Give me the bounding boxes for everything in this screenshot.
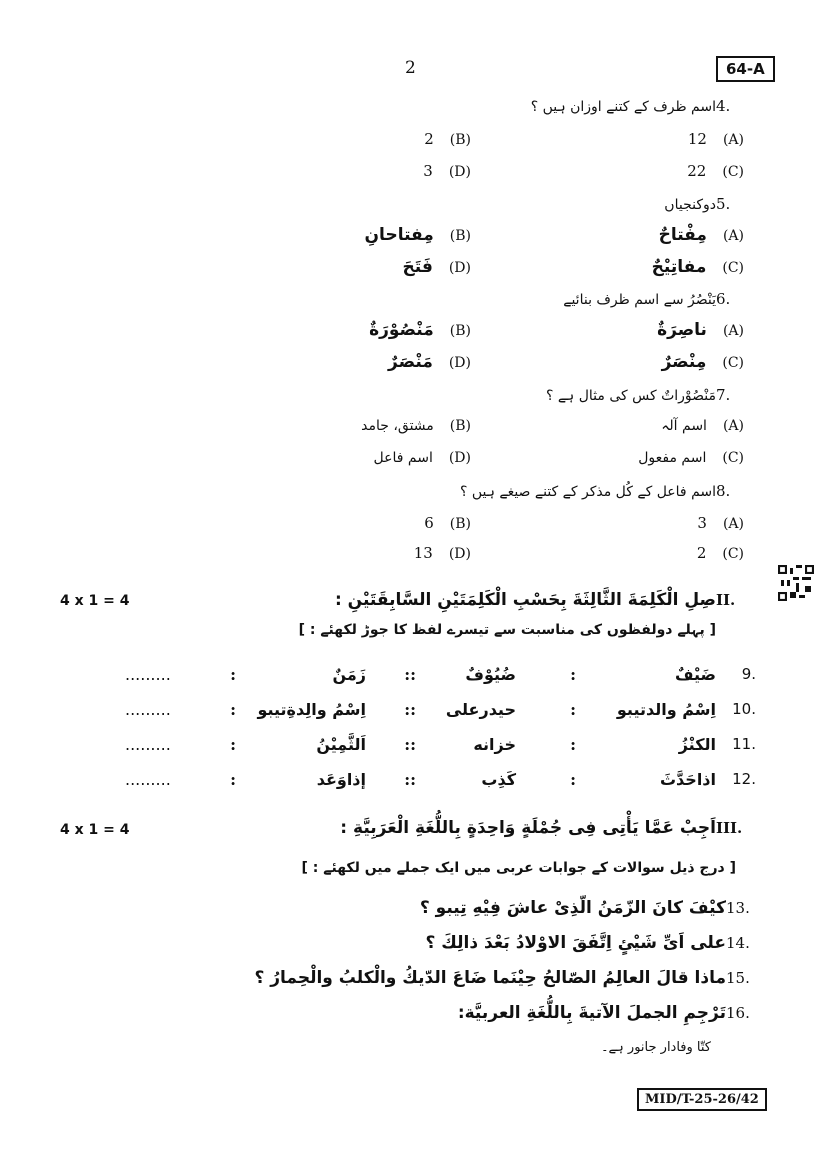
question-number: 4. (716, 97, 731, 115)
matching-row: 9. ضَيْفٌ : ضُيُوْفٌ :: زَمَنٌ : ......... (125, 665, 756, 684)
section-number: II. (716, 591, 736, 609)
option-b: مِفتاحانِ (B) (364, 225, 471, 245)
question-4 (531, 97, 756, 115)
option-c: مِنْصَرٌ (C) (661, 352, 744, 372)
option-d: فَتَحَ (D) (402, 257, 471, 277)
question-14: 14. على اَىِّ شَيْئٍ اِتَّفَقَ الاوْلادُ بَعْدَ ذالِكَ ؟ (425, 933, 750, 953)
section-ii-instruction: [ پہلے دولفظوں کی مناسبت سے تیسرے لفظ کا جوڑ لکھئے : ] (298, 622, 716, 638)
option-b: 6 (B) (424, 514, 471, 532)
question-number: 8. (716, 482, 731, 500)
section-number: III. (716, 819, 743, 837)
section-heading: اَجِبْ عَمَّا يَأْتِى فِى جُمْلَةٍ وَاحِدَةٍ بِاللُّغَةِ الْعَرَبِيَّةِ : (340, 818, 716, 838)
option-c: اسم مفعول (C) (638, 450, 744, 466)
section-heading: صِلِ الْكَلِمَةَ الثَّالِثَةَ بِحَسْبِ الْكَلِمَتَيْنِ السَّابِقَتَيْنِ : (334, 590, 716, 610)
page-number: 2 (405, 58, 416, 78)
option-c: مفاتِيْحٌ (C) (651, 257, 744, 277)
translate-sentence: کتّا وفادار جانور ہے۔ (600, 1040, 711, 1055)
option-d: 3 (D) (423, 162, 471, 180)
option-a: مِفْتاحٌ (A) (658, 225, 744, 245)
option-c: 2 (C) (696, 544, 744, 562)
question-5 (664, 195, 756, 213)
question-16: 16. تَرْجِمِ الجملَ الآتيةَ بِاللُّغَةِ العربيَّة: (457, 1003, 750, 1023)
question-text: اسم فاعل کے کُل مذکر کے کتنے صیغے ہیں ؟ (459, 484, 716, 500)
question-text: اسم ظرف کے کتنے اوزان ہیں ؟ (530, 99, 716, 115)
qr-code-icon (778, 565, 814, 601)
matching-row: 11. الكنْزُ : خزانه :: اَلثَّمِيْنُ : ......... (125, 735, 756, 754)
matching-row: 12. اذاحَدَّثَ : كَذِب :: إذاوَعَد : ......... (125, 770, 756, 789)
section-iii-marks: 4 x 1 = 4 (60, 822, 130, 838)
option-a: اسم آلہ (A) (661, 418, 744, 434)
option-d: اسم فاعل (D) (373, 450, 471, 466)
question-text: دوکنجیاں (664, 197, 716, 213)
section-iii-instruction: [ درج ذیل سوالات کے جوابات عربی میں ایک جملے میں لکھئے : ] (301, 860, 736, 876)
section-iii-title (340, 818, 756, 838)
question-7 (546, 386, 756, 404)
paper-code: 64-A (716, 56, 775, 82)
option-d: مَنْصَرٌ (D) (388, 352, 471, 372)
question-8 (460, 482, 756, 500)
question-text: يَنْصُرُ سے اسم ظرف بنائیے (563, 292, 716, 308)
question-13: 13. كيْفَ كانَ الزّمَنُ الّذِىْ عاشَ فِيْهِ تِيبو ؟ (419, 898, 750, 918)
question-15: 15. ماذا قالَ العالِمُ الصّالحُ حِيْنَما ضَاعَ الدّيكُ والْكلبُ والْحِمارُ ؟ (254, 968, 750, 988)
option-d: 13 (D) (413, 544, 471, 562)
option-b: مشتق، جامد (B) (361, 418, 471, 434)
question-number: 5. (716, 195, 731, 213)
section-ii-marks: 4 x 1 = 4 (60, 593, 130, 609)
option-a: ناصِرَةٌ (A) (657, 320, 744, 340)
question-text: مَنْصُوْراتٌ کس کی مثال ہے ؟ (545, 388, 716, 404)
option-b: 2 (B) (424, 130, 471, 148)
question-6 (563, 290, 756, 308)
footer-code: MID/T-25-26/42 (637, 1088, 767, 1111)
question-number: 7. (716, 386, 731, 404)
section-ii-title (335, 590, 756, 610)
option-c: 22 (C) (687, 162, 744, 180)
option-b: مَنْصُوْرَةٌ (B) (369, 320, 471, 340)
question-number: 6. (716, 290, 731, 308)
option-a: 3 (A) (697, 514, 744, 532)
option-a: 12 (A) (687, 130, 744, 148)
matching-row: 10. اِسْمُ والدتيبو : حيدرعلى :: اِسْمُ والِدةِتيبو : ......... (125, 700, 756, 719)
